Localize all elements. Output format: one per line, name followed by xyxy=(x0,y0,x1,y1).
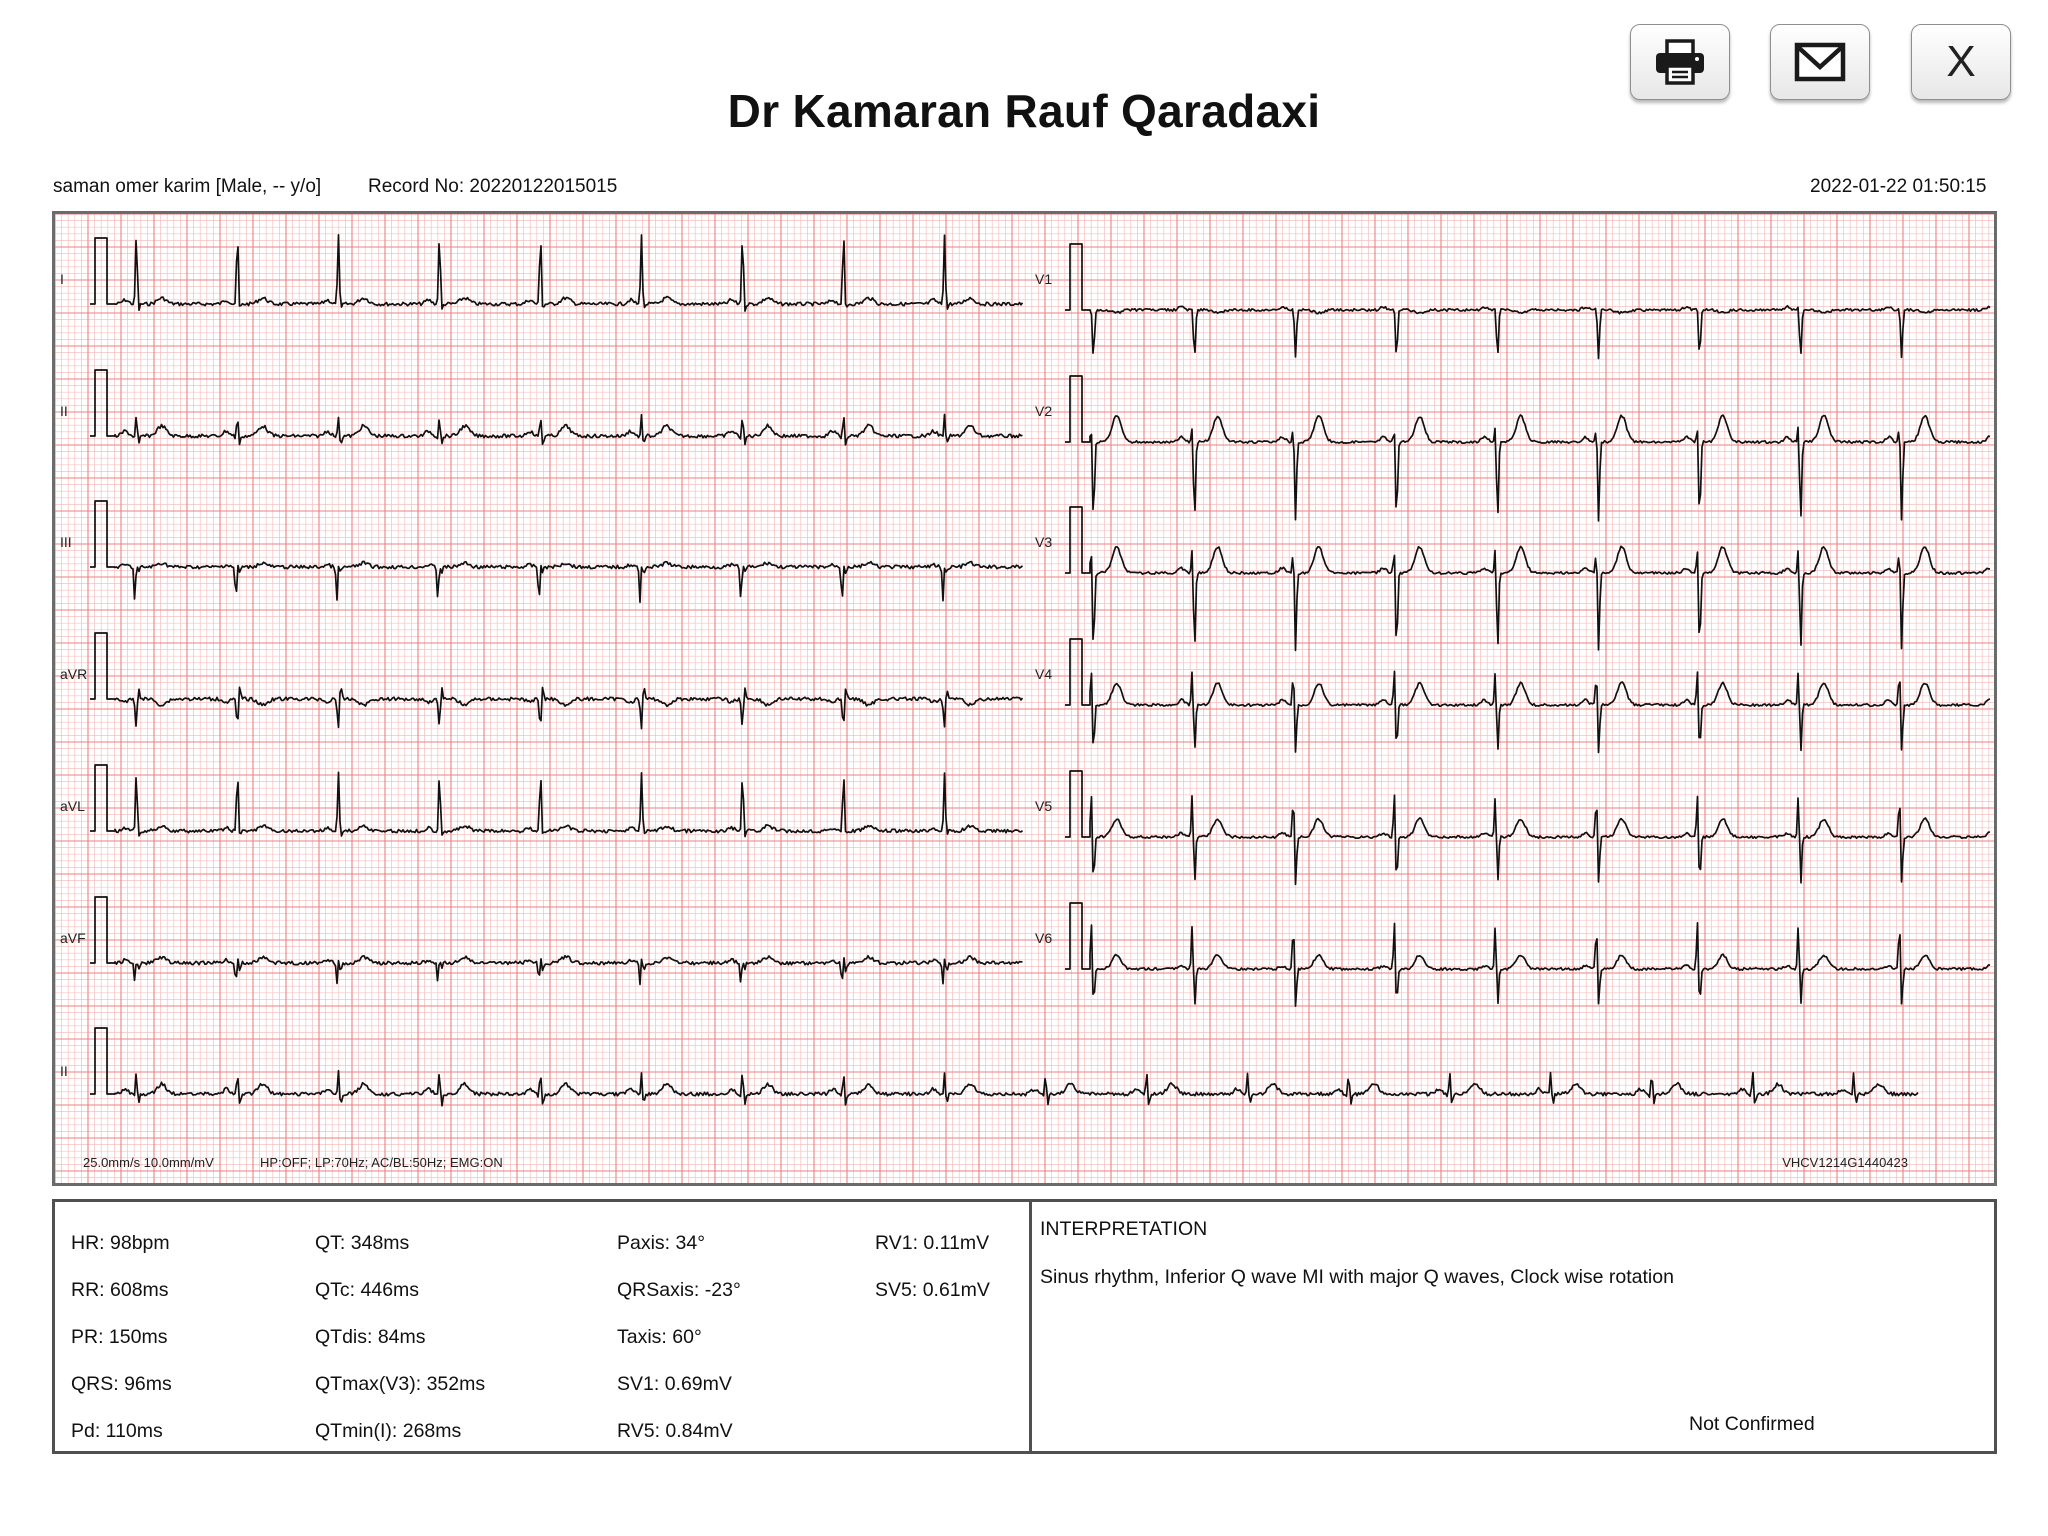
lead-label-left-4: aVL xyxy=(60,798,85,814)
measurement-rr: RR: 608ms xyxy=(71,1279,169,1301)
interpretation-title: INTERPRETATION xyxy=(1040,1218,1208,1240)
ecg-filters-text: HP:OFF; LP:70Hz; AC/BL:50Hz; EMG:ON xyxy=(260,1155,503,1170)
measurement-rv1: RV1: 0.11mV xyxy=(875,1232,990,1254)
measurement-qt: QT: 348ms xyxy=(315,1232,410,1254)
measurement-qrsaxis: QRSaxis: -23° xyxy=(617,1279,741,1301)
measurement-sv5: SV5: 0.61mV xyxy=(875,1279,990,1301)
interpretation-text: Sinus rhythm, Inferior Q wave MI with major Q waves, Clock wise rotation xyxy=(1040,1266,1674,1288)
measurement-sv1: SV1: 0.69mV xyxy=(617,1373,732,1395)
measurement-qtc: QTc: 446ms xyxy=(315,1279,420,1301)
lead-label-right-5: V6 xyxy=(1035,930,1053,946)
ecg-chart xyxy=(52,211,1997,1186)
email-button[interactable] xyxy=(1770,24,1870,100)
lead-label-left-0: I xyxy=(60,271,64,287)
lead-label-left-5: aVF xyxy=(60,930,86,946)
lead-label-rhythm-0: II xyxy=(60,1063,68,1079)
close-label: X xyxy=(1946,37,1976,86)
lead-label-right-1: V2 xyxy=(1035,403,1053,419)
lead-label-right-2: V3 xyxy=(1035,534,1053,550)
record-datetime: 2022-01-22 01:50:15 xyxy=(1810,176,1987,197)
ecg-device-id: VHCV1214G1440423 xyxy=(1782,1155,1908,1170)
measurement-qtmax: QTmax(V3): 352ms xyxy=(315,1373,486,1395)
measurement-pr: PR: 150ms xyxy=(71,1326,168,1348)
patient-info: saman omer karim [Male, -- y/o] xyxy=(53,176,322,197)
lead-label-right-4: V5 xyxy=(1035,798,1053,814)
measurement-taxis: Taxis: 60° xyxy=(617,1326,702,1348)
measurements-panel xyxy=(55,1202,1032,1451)
measurement-rv5: RV5: 0.84mV xyxy=(617,1420,733,1442)
close-button[interactable] xyxy=(1911,24,2011,100)
lead-label-right-3: V4 xyxy=(1035,666,1053,682)
ecg-settings-text: 25.0mm/s 10.0mm/mV xyxy=(83,1155,214,1170)
lead-label-left-1: II xyxy=(60,403,68,419)
confirmation-status: Not Confirmed xyxy=(1689,1413,1815,1435)
printer-icon xyxy=(1654,39,1706,85)
doctor-name-title: Dr Kamaran Rauf Qaradaxi xyxy=(727,85,1321,137)
measurement-qtmin: QTmin(I): 268ms xyxy=(315,1420,462,1442)
measurement-hr: HR: 98bpm xyxy=(71,1232,170,1254)
envelope-icon xyxy=(1794,42,1846,82)
lead-label-left-3: aVR xyxy=(60,666,88,682)
print-button[interactable] xyxy=(1630,24,1730,100)
ecg-trace-rhythm-ii xyxy=(90,1028,1918,1106)
measurement-pd: Pd: 110ms xyxy=(71,1420,163,1442)
lead-label-left-2: III xyxy=(60,534,72,550)
measurement-paxis: Paxis: 34° xyxy=(617,1232,706,1254)
measurement-qtdis: QTdis: 84ms xyxy=(315,1326,426,1348)
measurement-qrs: QRS: 96ms xyxy=(71,1373,172,1395)
report-info-panel xyxy=(52,1199,1997,1454)
lead-label-right-0: V1 xyxy=(1035,271,1053,287)
record-number: Record No: 20220122015015 xyxy=(368,176,618,197)
